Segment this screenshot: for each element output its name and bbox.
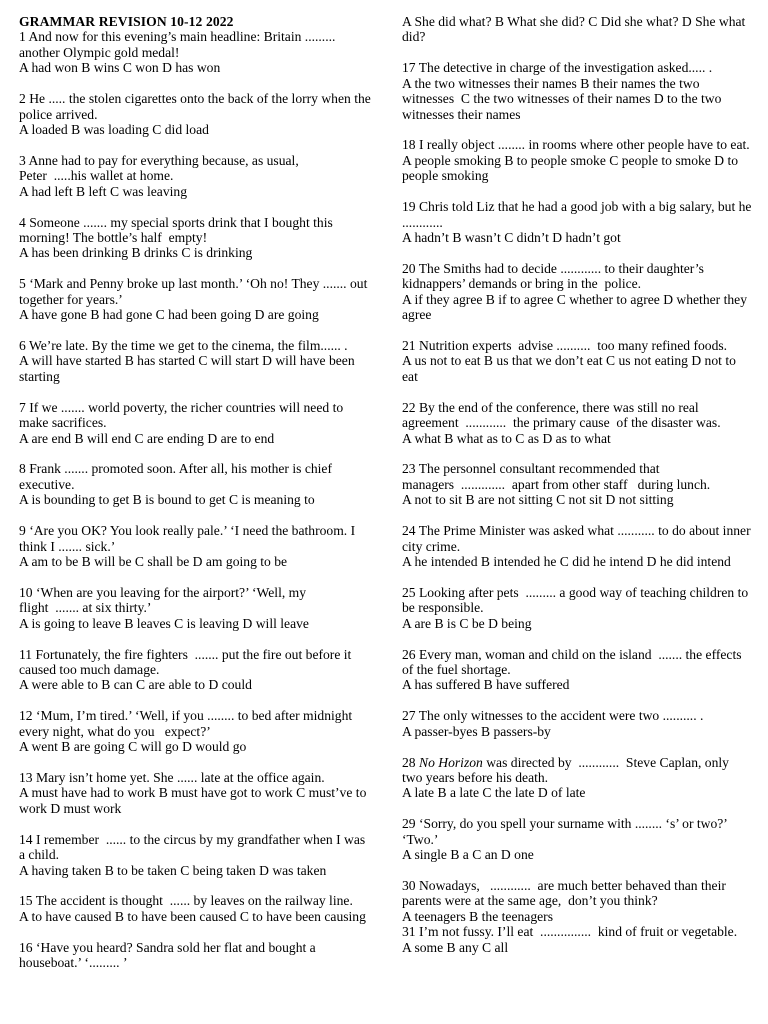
question-28 bbox=[402, 755, 752, 801]
question-stem: 8 Frank ....... promoted soon. After all, his mother is chief executive. bbox=[19, 461, 336, 492]
question-26 bbox=[402, 647, 752, 693]
answer-options: A us not to eat B us that we don’t eat C us not eating D not to eat bbox=[402, 353, 740, 384]
question-17 bbox=[402, 60, 752, 122]
question-25 bbox=[402, 585, 752, 631]
question-29 bbox=[402, 816, 752, 862]
question-stem: 15 The accident is thought ...... by leaves on the railway line. bbox=[19, 893, 353, 909]
question-stem: 13 Mary isn’t home yet. She ...... late at the office again. bbox=[19, 770, 325, 786]
question-3 bbox=[19, 153, 371, 199]
answer-options: A She did what? B What she did? C Did she what? D She what did? bbox=[402, 14, 749, 45]
answer-options: A are B is C be D being bbox=[402, 615, 532, 631]
question-stem: 20 The Smiths had to decide ............ to their daughter’s kidnappers’ demands or bring in the police. bbox=[402, 260, 708, 292]
answer-options: A will have started B has started C will start D will have been starting bbox=[19, 353, 359, 384]
question-stem: 7 If we ....... world poverty, the richer countries will need to make sacrifices. bbox=[19, 399, 347, 431]
worksheet-title: GRAMMAR REVISION 10-12 2022 bbox=[19, 14, 234, 29]
question-stem: 4 Someone ....... my special sports drink that I bought this morning! The bottle’s half empty! bbox=[19, 214, 337, 245]
question-stem: 22 By the end of the conference, there was still no real agreement ............ the primary cause of the disaster was. bbox=[402, 399, 721, 431]
question-27 bbox=[402, 708, 752, 739]
answer-options: A is bounding to get B is bound to get C is meaning to bbox=[19, 492, 315, 508]
answer-options: A having taken B to be taken C being taken D was taken bbox=[19, 862, 327, 878]
question-11 bbox=[19, 647, 371, 693]
answer-options: A loaded B was loading C did load bbox=[19, 121, 209, 137]
film-title: No Horizon bbox=[419, 754, 483, 770]
question-stem: 26 Every man, woman and child on the island ....... the effects of the fuel shortage. bbox=[402, 646, 745, 677]
question-31 bbox=[402, 924, 752, 955]
question-stem: 5 ‘Mark and Penny broke up last month.’ ‘Oh no! They ....... out together for years.’ bbox=[19, 276, 371, 307]
answer-options: A are end B will end C are ending D are to end bbox=[19, 430, 275, 446]
question-16-answers bbox=[402, 14, 752, 45]
answer-options: A am to be B will be C shall be D am going to be bbox=[19, 553, 288, 569]
question-stem: 2 He ..... the stolen cigarettes onto the back of the lorry when the police arrived. bbox=[19, 91, 375, 122]
answer-options: A the two witnesses their names B their names the two witnesses C the two witnesses of their names D to the two witnesses their names bbox=[402, 75, 725, 122]
question-stem: 16 ‘Have you heard? Sandra sold her flat and bought a houseboat.’ ‘......... ’ bbox=[19, 939, 320, 971]
question-stem: 27 The only witnesses to the accident were two .......... . bbox=[402, 708, 704, 724]
question-9 bbox=[19, 523, 371, 569]
answer-options: A some B any C all bbox=[402, 939, 509, 955]
question-number: 28 bbox=[402, 754, 419, 770]
answer-options: A is going to leave B leaves C is leaving D will leave bbox=[19, 615, 309, 631]
answer-options: A went B are going C will go D would go bbox=[19, 739, 247, 755]
answer-options: A what B what as to C as D as to what bbox=[402, 430, 611, 446]
question-30 bbox=[402, 878, 752, 924]
answer-options: A he intended B intended he C did he intend D he did intend bbox=[402, 553, 731, 569]
question-stem: 14 I remember ...... to the circus by my grandfather when I was a child. bbox=[19, 831, 369, 863]
question-stem: 19 Chris told Liz that he had a good job with a big salary, but he ............ bbox=[402, 199, 755, 230]
question-stem: 17 The detective in charge of the investigation asked..... . bbox=[402, 60, 713, 76]
question-18 bbox=[402, 137, 752, 183]
left-column bbox=[19, 14, 375, 971]
question-stem: 23 The personnel consultant recommended that managers ............. apart from other staff during lunch. bbox=[402, 461, 711, 492]
answer-options: A teenagers B the teenagers bbox=[402, 908, 553, 924]
question-stem: 21 Nutrition experts advise .......... too many refined foods. bbox=[402, 338, 728, 353]
question-10 bbox=[19, 585, 371, 631]
question-19 bbox=[402, 199, 755, 245]
answer-options: A have gone B had gone C had been going D are going bbox=[19, 307, 319, 323]
answer-options: A to have caused B to have been caused C to have been causing bbox=[19, 908, 366, 924]
question-20 bbox=[402, 261, 752, 323]
question-2 bbox=[19, 91, 375, 137]
answer-options: A must have had to work B must have got to work C must’ve to work D must work bbox=[19, 785, 370, 816]
question-16 bbox=[19, 940, 371, 971]
question-13 bbox=[19, 770, 371, 816]
question-stem: 12 ‘Mum, I’m tired.’ ‘Well, if you ........ to bed after midnight every night, what do you expect?’ bbox=[19, 708, 356, 739]
answer-options: A had won B wins C won D has won bbox=[19, 60, 221, 76]
answer-options: A people smoking B to people smoke C people to smoke D to people smoking bbox=[402, 152, 742, 184]
question-stem: 24 The Prime Minister was asked what ........... to do about inner city crime. bbox=[402, 523, 755, 554]
answer-options: A has been drinking B drinks C is drinking bbox=[19, 245, 253, 261]
question-7 bbox=[19, 400, 371, 446]
question-24 bbox=[402, 523, 755, 569]
answer-options: A had left B left C was leaving bbox=[19, 183, 187, 199]
answer-options: A if they agree B if to agree C whether to agree D whether they agree bbox=[402, 291, 751, 323]
answer-options: A not to sit B are not sitting C not sit D not sitting bbox=[402, 492, 674, 508]
question-stem: 31 I’m not fussy. I’ll eat ............... kind of fruit or vegetable. bbox=[402, 924, 738, 940]
answer-options: A late B a late C the late D of late bbox=[402, 785, 586, 801]
answer-options: A single B a C an D one bbox=[402, 847, 534, 863]
question-stem: 11 Fortunately, the fire fighters ....... put the fire out before it caused too much damage. bbox=[19, 646, 355, 677]
answer-options: A hadn’t B wasn’t C didn’t D hadn’t got bbox=[402, 229, 621, 245]
question-22 bbox=[402, 400, 752, 446]
question-15 bbox=[19, 893, 371, 924]
question-stem: 25 Looking after pets ......... a good way of teaching children to be responsible. bbox=[402, 584, 752, 616]
question-stem: 9 ‘Are you OK? You look really pale.’ ‘I need the bathroom. I think I ....... sick.’ bbox=[19, 523, 359, 554]
question-21 bbox=[402, 338, 752, 384]
question-stem: 30 Nowadays, ............ are much better behaved than their parents were at the same age, don’t you think? bbox=[402, 878, 730, 909]
answer-options: A were able to B can C are able to D could bbox=[19, 677, 252, 693]
right-column bbox=[402, 14, 755, 955]
question-stem: 3 Anne had to pay for everything because, as usual, Peter .....his wallet at home. bbox=[19, 152, 299, 184]
question-8 bbox=[19, 461, 371, 507]
answer-options: A has suffered B have suffered bbox=[402, 677, 570, 693]
question-stem: 29 ‘Sorry, do you spell your surname with ........ ‘s’ or two?’ ‘Two.’ bbox=[402, 816, 731, 847]
question-stem bbox=[402, 755, 752, 786]
question-stem: 6 We’re late. By the time we get to the cinema, the film...... . bbox=[19, 338, 348, 353]
answer-options: A passer-byes B passers-by bbox=[402, 723, 551, 739]
question-12 bbox=[19, 708, 371, 754]
question-23 bbox=[402, 461, 752, 507]
question-5 bbox=[19, 276, 371, 322]
question-text: was directed by ............ Steve Caplan, only two years before his death. bbox=[402, 754, 733, 786]
question-1 bbox=[19, 29, 371, 75]
question-4 bbox=[19, 215, 371, 261]
question-stem: 1 And now for this evening’s main headline: Britain ......... another Olympic gold medal! bbox=[19, 29, 339, 60]
question-14 bbox=[19, 832, 371, 878]
question-stem: 18 I really object ........ in rooms where other people have to eat. bbox=[402, 137, 750, 153]
question-stem: 10 ‘When are you leaving for the airport?’ ‘Well, my flight ....... at six thirty.’ bbox=[19, 584, 307, 616]
question-6 bbox=[19, 338, 371, 384]
